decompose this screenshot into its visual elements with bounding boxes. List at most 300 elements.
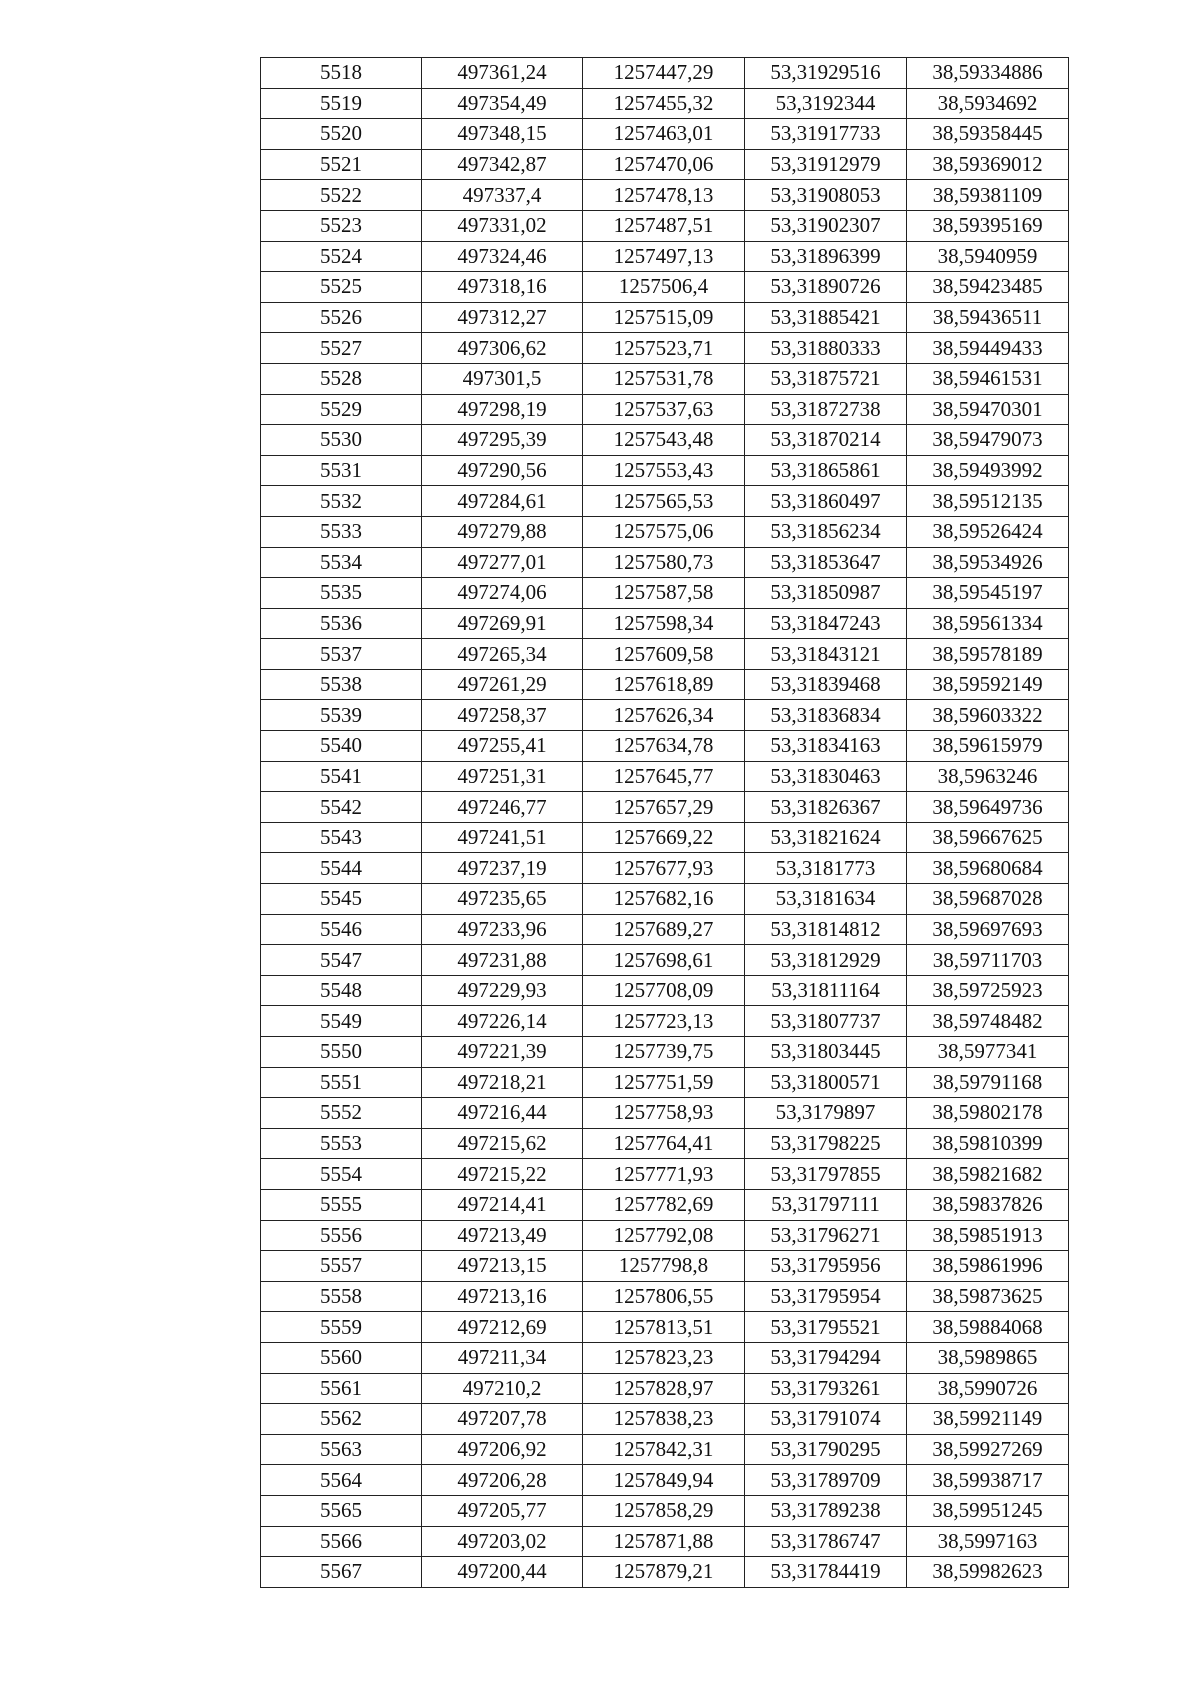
y-coordinate-cell: 1257792,08: [583, 1220, 745, 1251]
x-coordinate-cell: 497216,44: [422, 1098, 583, 1129]
point-number-cell: 5537: [261, 639, 422, 670]
longitude-cell: 38,59697693: [907, 914, 1069, 945]
x-coordinate-cell: 497354,49: [422, 88, 583, 119]
latitude-cell: 53,31797855: [745, 1159, 907, 1190]
latitude-cell: 53,31790295: [745, 1434, 907, 1465]
y-coordinate-cell: 1257858,29: [583, 1495, 745, 1526]
longitude-cell: 38,59711703: [907, 945, 1069, 976]
y-coordinate-cell: 1257708,09: [583, 975, 745, 1006]
y-coordinate-cell: 1257764,41: [583, 1128, 745, 1159]
longitude-cell: 38,59526424: [907, 516, 1069, 547]
x-coordinate-cell: 497251,31: [422, 761, 583, 792]
longitude-cell: 38,59802178: [907, 1098, 1069, 1129]
x-coordinate-cell: 497206,28: [422, 1465, 583, 1496]
latitude-cell: 53,31890726: [745, 272, 907, 303]
table-row: [261, 1098, 1069, 1129]
point-number-cell: 5524: [261, 241, 422, 272]
x-coordinate-cell: 497261,29: [422, 669, 583, 700]
longitude-cell: 38,59603322: [907, 700, 1069, 731]
point-number-cell: 5550: [261, 1037, 422, 1068]
table-row: [261, 394, 1069, 425]
x-coordinate-cell: 497295,39: [422, 425, 583, 456]
table-row: [261, 792, 1069, 823]
point-number-cell: 5527: [261, 333, 422, 364]
table-row: [261, 1495, 1069, 1526]
longitude-cell: 38,59884068: [907, 1312, 1069, 1343]
longitude-cell: 38,5934692: [907, 88, 1069, 119]
latitude-cell: 53,31929516: [745, 58, 907, 89]
latitude-cell: 53,3179897: [745, 1098, 907, 1129]
x-coordinate-cell: 497255,41: [422, 731, 583, 762]
table-row: [261, 578, 1069, 609]
latitude-cell: 53,31917733: [745, 119, 907, 150]
longitude-cell: 38,59358445: [907, 119, 1069, 150]
point-number-cell: 5542: [261, 792, 422, 823]
x-coordinate-cell: 497231,88: [422, 945, 583, 976]
x-coordinate-cell: 497213,49: [422, 1220, 583, 1251]
longitude-cell: 38,59470301: [907, 394, 1069, 425]
point-number-cell: 5531: [261, 455, 422, 486]
table-row: [261, 88, 1069, 119]
point-number-cell: 5532: [261, 486, 422, 517]
latitude-cell: 53,3192344: [745, 88, 907, 119]
table-row: [261, 669, 1069, 700]
latitude-cell: 53,31789709: [745, 1465, 907, 1496]
point-number-cell: 5526: [261, 302, 422, 333]
latitude-cell: 53,31839468: [745, 669, 907, 700]
table-row: [261, 1404, 1069, 1435]
longitude-cell: 38,59534926: [907, 547, 1069, 578]
point-number-cell: 5528: [261, 363, 422, 394]
latitude-cell: 53,31856234: [745, 516, 907, 547]
x-coordinate-cell: 497290,56: [422, 455, 583, 486]
point-number-cell: 5533: [261, 516, 422, 547]
x-coordinate-cell: 497306,62: [422, 333, 583, 364]
latitude-cell: 53,31793261: [745, 1373, 907, 1404]
x-coordinate-cell: 497274,06: [422, 578, 583, 609]
x-coordinate-cell: 497221,39: [422, 1037, 583, 1068]
y-coordinate-cell: 1257478,13: [583, 180, 745, 211]
table-row: [261, 1434, 1069, 1465]
y-coordinate-cell: 1257669,22: [583, 822, 745, 853]
longitude-cell: 38,59461531: [907, 363, 1069, 394]
latitude-cell: 53,31834163: [745, 731, 907, 762]
x-coordinate-cell: 497213,15: [422, 1251, 583, 1282]
x-coordinate-cell: 497237,19: [422, 853, 583, 884]
y-coordinate-cell: 1257751,59: [583, 1067, 745, 1098]
y-coordinate-cell: 1257842,31: [583, 1434, 745, 1465]
y-coordinate-cell: 1257618,89: [583, 669, 745, 700]
point-number-cell: 5530: [261, 425, 422, 456]
point-number-cell: 5543: [261, 822, 422, 853]
x-coordinate-cell: 497301,5: [422, 363, 583, 394]
longitude-cell: 38,59545197: [907, 578, 1069, 609]
longitude-cell: 38,5940959: [907, 241, 1069, 272]
longitude-cell: 38,59649736: [907, 792, 1069, 823]
longitude-cell: 38,5989865: [907, 1342, 1069, 1373]
longitude-cell: 38,59982623: [907, 1557, 1069, 1588]
table-row: [261, 1067, 1069, 1098]
point-number-cell: 5561: [261, 1373, 422, 1404]
longitude-cell: 38,59423485: [907, 272, 1069, 303]
point-number-cell: 5522: [261, 180, 422, 211]
latitude-cell: 53,31795521: [745, 1312, 907, 1343]
latitude-cell: 53,31794294: [745, 1342, 907, 1373]
longitude-cell: 38,59837826: [907, 1189, 1069, 1220]
y-coordinate-cell: 1257657,29: [583, 792, 745, 823]
coordinates-table: [260, 57, 1069, 1588]
y-coordinate-cell: 1257487,51: [583, 210, 745, 241]
longitude-cell: 38,59381109: [907, 180, 1069, 211]
table-row: [261, 119, 1069, 150]
x-coordinate-cell: 497258,37: [422, 700, 583, 731]
table-row: [261, 700, 1069, 731]
x-coordinate-cell: 497265,34: [422, 639, 583, 670]
point-number-cell: 5547: [261, 945, 422, 976]
y-coordinate-cell: 1257587,58: [583, 578, 745, 609]
table-row: [261, 241, 1069, 272]
table-row: [261, 149, 1069, 180]
y-coordinate-cell: 1257575,06: [583, 516, 745, 547]
y-coordinate-cell: 1257543,48: [583, 425, 745, 456]
longitude-cell: 38,59810399: [907, 1128, 1069, 1159]
latitude-cell: 53,31860497: [745, 486, 907, 517]
y-coordinate-cell: 1257806,55: [583, 1281, 745, 1312]
longitude-cell: 38,59667625: [907, 822, 1069, 853]
y-coordinate-cell: 1257838,23: [583, 1404, 745, 1435]
table-row: [261, 1342, 1069, 1373]
x-coordinate-cell: 497337,4: [422, 180, 583, 211]
longitude-cell: 38,59680684: [907, 853, 1069, 884]
longitude-cell: 38,59938717: [907, 1465, 1069, 1496]
x-coordinate-cell: 497269,91: [422, 608, 583, 639]
point-number-cell: 5558: [261, 1281, 422, 1312]
table-row: [261, 914, 1069, 945]
y-coordinate-cell: 1257879,21: [583, 1557, 745, 1588]
y-coordinate-cell: 1257609,58: [583, 639, 745, 670]
table-row: [261, 1251, 1069, 1282]
point-number-cell: 5519: [261, 88, 422, 119]
latitude-cell: 53,31821624: [745, 822, 907, 853]
y-coordinate-cell: 1257871,88: [583, 1526, 745, 1557]
latitude-cell: 53,31803445: [745, 1037, 907, 1068]
table-row: [261, 333, 1069, 364]
latitude-cell: 53,31847243: [745, 608, 907, 639]
x-coordinate-cell: 497207,78: [422, 1404, 583, 1435]
coordinates-table-body: [261, 58, 1069, 1588]
y-coordinate-cell: 1257531,78: [583, 363, 745, 394]
point-number-cell: 5518: [261, 58, 422, 89]
y-coordinate-cell: 1257758,93: [583, 1098, 745, 1129]
table-row: [261, 731, 1069, 762]
table-row: [261, 945, 1069, 976]
point-number-cell: 5548: [261, 975, 422, 1006]
y-coordinate-cell: 1257771,93: [583, 1159, 745, 1190]
table-row: [261, 302, 1069, 333]
table-row: [261, 1312, 1069, 1343]
table-row: [261, 58, 1069, 89]
latitude-cell: 53,31865861: [745, 455, 907, 486]
longitude-cell: 38,59578189: [907, 639, 1069, 670]
latitude-cell: 53,3181773: [745, 853, 907, 884]
latitude-cell: 53,31791074: [745, 1404, 907, 1435]
point-number-cell: 5563: [261, 1434, 422, 1465]
latitude-cell: 53,31870214: [745, 425, 907, 456]
longitude-cell: 38,59851913: [907, 1220, 1069, 1251]
longitude-cell: 38,59951245: [907, 1495, 1069, 1526]
y-coordinate-cell: 1257598,34: [583, 608, 745, 639]
point-number-cell: 5525: [261, 272, 422, 303]
point-number-cell: 5566: [261, 1526, 422, 1557]
x-coordinate-cell: 497241,51: [422, 822, 583, 853]
point-number-cell: 5544: [261, 853, 422, 884]
x-coordinate-cell: 497348,15: [422, 119, 583, 150]
y-coordinate-cell: 1257497,13: [583, 241, 745, 272]
table-row: [261, 272, 1069, 303]
longitude-cell: 38,59861996: [907, 1251, 1069, 1282]
point-number-cell: 5551: [261, 1067, 422, 1098]
latitude-cell: 53,31850987: [745, 578, 907, 609]
y-coordinate-cell: 1257634,78: [583, 731, 745, 762]
y-coordinate-cell: 1257455,32: [583, 88, 745, 119]
longitude-cell: 38,59592149: [907, 669, 1069, 700]
latitude-cell: 53,31880333: [745, 333, 907, 364]
y-coordinate-cell: 1257689,27: [583, 914, 745, 945]
longitude-cell: 38,59615979: [907, 731, 1069, 762]
table-row: [261, 486, 1069, 517]
point-number-cell: 5521: [261, 149, 422, 180]
point-number-cell: 5538: [261, 669, 422, 700]
latitude-cell: 53,31843121: [745, 639, 907, 670]
point-number-cell: 5555: [261, 1189, 422, 1220]
y-coordinate-cell: 1257849,94: [583, 1465, 745, 1496]
table-row: [261, 761, 1069, 792]
x-coordinate-cell: 497211,34: [422, 1342, 583, 1373]
longitude-cell: 38,59927269: [907, 1434, 1069, 1465]
latitude-cell: 53,31875721: [745, 363, 907, 394]
table-row: [261, 1037, 1069, 1068]
longitude-cell: 38,59821682: [907, 1159, 1069, 1190]
x-coordinate-cell: 497233,96: [422, 914, 583, 945]
point-number-cell: 5529: [261, 394, 422, 425]
table-row: [261, 363, 1069, 394]
latitude-cell: 53,31902307: [745, 210, 907, 241]
latitude-cell: 53,31872738: [745, 394, 907, 425]
y-coordinate-cell: 1257580,73: [583, 547, 745, 578]
point-number-cell: 5562: [261, 1404, 422, 1435]
latitude-cell: 53,31807737: [745, 1006, 907, 1037]
table-row: [261, 822, 1069, 853]
x-coordinate-cell: 497235,65: [422, 884, 583, 915]
latitude-cell: 53,31798225: [745, 1128, 907, 1159]
table-row: [261, 1220, 1069, 1251]
point-number-cell: 5535: [261, 578, 422, 609]
latitude-cell: 53,31896399: [745, 241, 907, 272]
table-row: [261, 1526, 1069, 1557]
longitude-cell: 38,59725923: [907, 975, 1069, 1006]
longitude-cell: 38,59449433: [907, 333, 1069, 364]
table-row: [261, 884, 1069, 915]
latitude-cell: 53,31830463: [745, 761, 907, 792]
latitude-cell: 53,31786747: [745, 1526, 907, 1557]
latitude-cell: 53,31826367: [745, 792, 907, 823]
x-coordinate-cell: 497312,27: [422, 302, 583, 333]
point-number-cell: 5549: [261, 1006, 422, 1037]
latitude-cell: 53,31784419: [745, 1557, 907, 1588]
longitude-cell: 38,5963246: [907, 761, 1069, 792]
point-number-cell: 5540: [261, 731, 422, 762]
x-coordinate-cell: 497212,69: [422, 1312, 583, 1343]
longitude-cell: 38,5977341: [907, 1037, 1069, 1068]
longitude-cell: 38,59791168: [907, 1067, 1069, 1098]
point-number-cell: 5567: [261, 1557, 422, 1588]
y-coordinate-cell: 1257537,63: [583, 394, 745, 425]
x-coordinate-cell: 497342,87: [422, 149, 583, 180]
y-coordinate-cell: 1257823,23: [583, 1342, 745, 1373]
y-coordinate-cell: 1257515,09: [583, 302, 745, 333]
table-row: [261, 1159, 1069, 1190]
x-coordinate-cell: 497215,62: [422, 1128, 583, 1159]
point-number-cell: 5559: [261, 1312, 422, 1343]
x-coordinate-cell: 497200,44: [422, 1557, 583, 1588]
y-coordinate-cell: 1257828,97: [583, 1373, 745, 1404]
x-coordinate-cell: 497284,61: [422, 486, 583, 517]
longitude-cell: 38,59873625: [907, 1281, 1069, 1312]
longitude-cell: 38,59493992: [907, 455, 1069, 486]
x-coordinate-cell: 497214,41: [422, 1189, 583, 1220]
point-number-cell: 5539: [261, 700, 422, 731]
y-coordinate-cell: 1257470,06: [583, 149, 745, 180]
table-row: [261, 1281, 1069, 1312]
latitude-cell: 53,31795956: [745, 1251, 907, 1282]
x-coordinate-cell: 497277,01: [422, 547, 583, 578]
point-number-cell: 5556: [261, 1220, 422, 1251]
x-coordinate-cell: 497246,77: [422, 792, 583, 823]
y-coordinate-cell: 1257553,43: [583, 455, 745, 486]
table-row: [261, 1189, 1069, 1220]
y-coordinate-cell: 1257723,13: [583, 1006, 745, 1037]
y-coordinate-cell: 1257782,69: [583, 1189, 745, 1220]
latitude-cell: 53,31789238: [745, 1495, 907, 1526]
latitude-cell: 53,31908053: [745, 180, 907, 211]
table-row: [261, 853, 1069, 884]
latitude-cell: 53,31796271: [745, 1220, 907, 1251]
y-coordinate-cell: 1257739,75: [583, 1037, 745, 1068]
point-number-cell: 5546: [261, 914, 422, 945]
y-coordinate-cell: 1257523,71: [583, 333, 745, 364]
latitude-cell: 53,31912979: [745, 149, 907, 180]
table-row: [261, 1128, 1069, 1159]
latitude-cell: 53,31795954: [745, 1281, 907, 1312]
point-number-cell: 5554: [261, 1159, 422, 1190]
point-number-cell: 5553: [261, 1128, 422, 1159]
latitude-cell: 53,31853647: [745, 547, 907, 578]
y-coordinate-cell: 1257447,29: [583, 58, 745, 89]
x-coordinate-cell: 497318,16: [422, 272, 583, 303]
table-row: [261, 180, 1069, 211]
point-number-cell: 5545: [261, 884, 422, 915]
table-row: [261, 210, 1069, 241]
point-number-cell: 5536: [261, 608, 422, 639]
x-coordinate-cell: 497213,16: [422, 1281, 583, 1312]
x-coordinate-cell: 497331,02: [422, 210, 583, 241]
longitude-cell: 38,59436511: [907, 302, 1069, 333]
longitude-cell: 38,59687028: [907, 884, 1069, 915]
x-coordinate-cell: 497324,46: [422, 241, 583, 272]
table-row: [261, 425, 1069, 456]
longitude-cell: 38,59748482: [907, 1006, 1069, 1037]
longitude-cell: 38,59479073: [907, 425, 1069, 456]
x-coordinate-cell: 497205,77: [422, 1495, 583, 1526]
latitude-cell: 53,31811164: [745, 975, 907, 1006]
longitude-cell: 38,5990726: [907, 1373, 1069, 1404]
latitude-cell: 53,3181634: [745, 884, 907, 915]
x-coordinate-cell: 497361,24: [422, 58, 583, 89]
x-coordinate-cell: 497215,22: [422, 1159, 583, 1190]
longitude-cell: 38,59334886: [907, 58, 1069, 89]
point-number-cell: 5560: [261, 1342, 422, 1373]
y-coordinate-cell: 1257645,77: [583, 761, 745, 792]
x-coordinate-cell: 497229,93: [422, 975, 583, 1006]
table-row: [261, 1373, 1069, 1404]
longitude-cell: 38,5997163: [907, 1526, 1069, 1557]
x-coordinate-cell: 497206,92: [422, 1434, 583, 1465]
x-coordinate-cell: 497298,19: [422, 394, 583, 425]
y-coordinate-cell: 1257463,01: [583, 119, 745, 150]
table-row: [261, 1006, 1069, 1037]
table-row: [261, 547, 1069, 578]
longitude-cell: 38,59395169: [907, 210, 1069, 241]
y-coordinate-cell: 1257565,53: [583, 486, 745, 517]
table-row: [261, 1465, 1069, 1496]
latitude-cell: 53,31814812: [745, 914, 907, 945]
latitude-cell: 53,31836834: [745, 700, 907, 731]
point-number-cell: 5541: [261, 761, 422, 792]
longitude-cell: 38,59561334: [907, 608, 1069, 639]
point-number-cell: 5557: [261, 1251, 422, 1282]
point-number-cell: 5564: [261, 1465, 422, 1496]
y-coordinate-cell: 1257813,51: [583, 1312, 745, 1343]
longitude-cell: 38,59921149: [907, 1404, 1069, 1435]
y-coordinate-cell: 1257677,93: [583, 853, 745, 884]
latitude-cell: 53,31885421: [745, 302, 907, 333]
x-coordinate-cell: 497226,14: [422, 1006, 583, 1037]
y-coordinate-cell: 1257506,4: [583, 272, 745, 303]
latitude-cell: 53,31800571: [745, 1067, 907, 1098]
table-row: [261, 455, 1069, 486]
longitude-cell: 38,59512135: [907, 486, 1069, 517]
x-coordinate-cell: 497279,88: [422, 516, 583, 547]
x-coordinate-cell: 497210,2: [422, 1373, 583, 1404]
y-coordinate-cell: 1257698,61: [583, 945, 745, 976]
point-number-cell: 5565: [261, 1495, 422, 1526]
longitude-cell: 38,59369012: [907, 149, 1069, 180]
point-number-cell: 5552: [261, 1098, 422, 1129]
point-number-cell: 5523: [261, 210, 422, 241]
y-coordinate-cell: 1257682,16: [583, 884, 745, 915]
table-row: [261, 975, 1069, 1006]
latitude-cell: 53,31812929: [745, 945, 907, 976]
table-row: [261, 608, 1069, 639]
point-number-cell: 5534: [261, 547, 422, 578]
table-row: [261, 1557, 1069, 1588]
table-row: [261, 516, 1069, 547]
x-coordinate-cell: 497203,02: [422, 1526, 583, 1557]
y-coordinate-cell: 1257626,34: [583, 700, 745, 731]
y-coordinate-cell: 1257798,8: [583, 1251, 745, 1282]
latitude-cell: 53,31797111: [745, 1189, 907, 1220]
x-coordinate-cell: 497218,21: [422, 1067, 583, 1098]
